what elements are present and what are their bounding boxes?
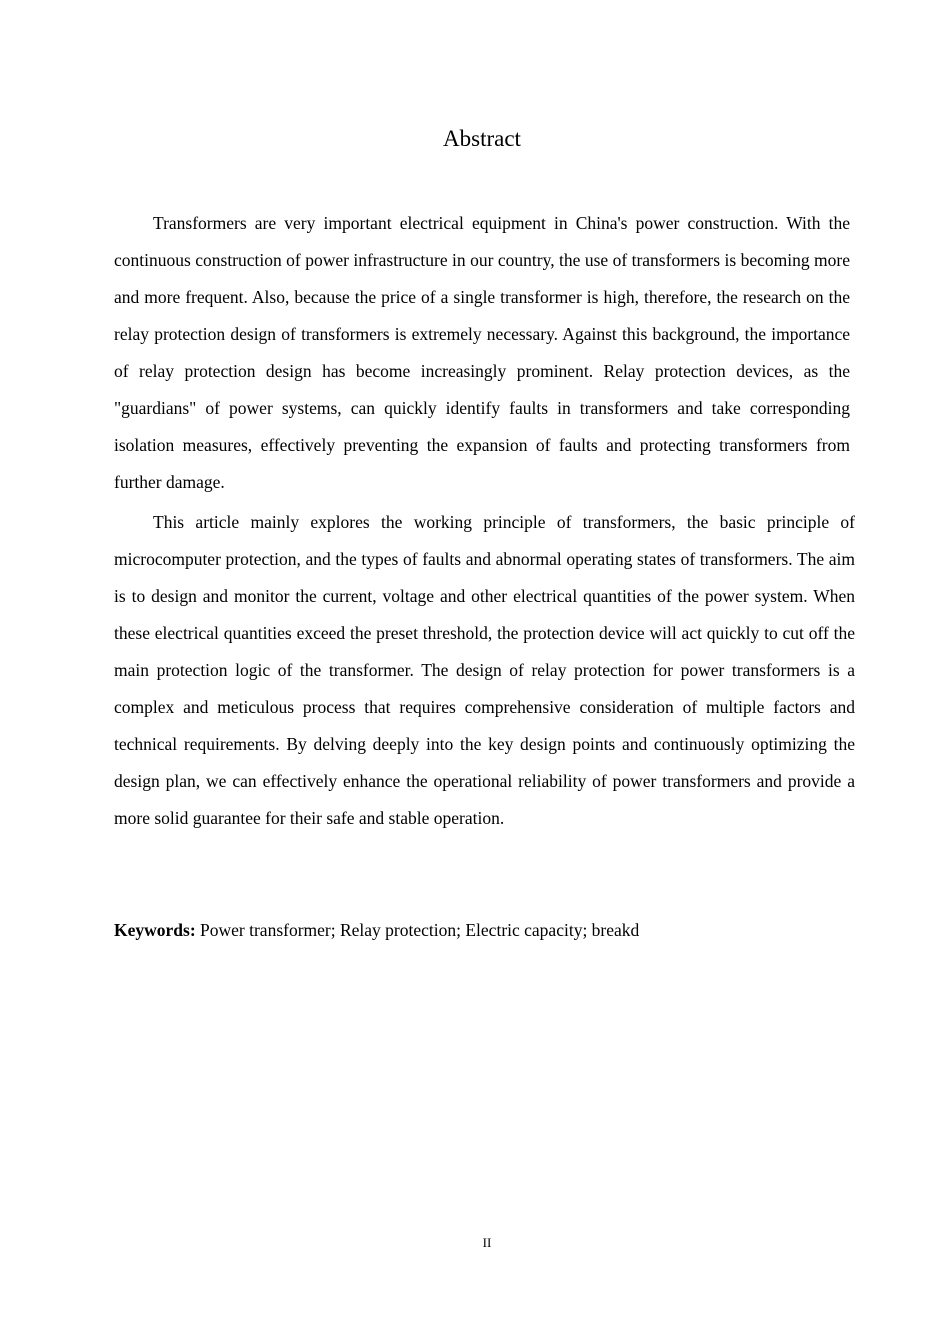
abstract-title: Abstract [443,126,521,151]
keywords-text: Power transformer; Relay protection; Electric capacity; breakd [200,920,640,940]
keywords-line [114,915,854,945]
page-number: II [482,1235,492,1250]
keywords-label: Keywords: [114,920,196,940]
abstract-paragraph-2: This article mainly explores the working principle of transformers, the basic principle of microcomputer protection, and the types of faults and abnormal operating states of transformers. The aim is to design and monitor the current, voltage and other electrical quantities of the power system. When these electrical quantities exceed the preset threshold, the protection device will act quickly to cut off the main protection logic of the transformer. The design of relay protection for power transformers is a complex and meticulous process that requires comprehensive consideration of multiple factors and technical requirements. By delving deeply into the key design points and continuously optimizing the design plan, we can effectively enhance the operational reliability of power transformers and provide a more solid guarantee for their safe and stable operation. [114,512,855,828]
abstract-paragraph-1: Transformers are very important electrical equipment in China's power construction. With the continuous construction of power infrastructure in our country, the use of transformers is becoming more and more frequent. Also, because the price of a single transformer is high, therefore, the research on the relay protection design of transformers is extremely necessary. Against this background, the importance of relay protection design has become increasingly prominent. Relay protection devices, as the "guardians" of power systems, can quickly identify faults in transformers and take corresponding isolation measures, effectively preventing the expansion of faults and protecting transformers from further damage. [114,213,850,492]
